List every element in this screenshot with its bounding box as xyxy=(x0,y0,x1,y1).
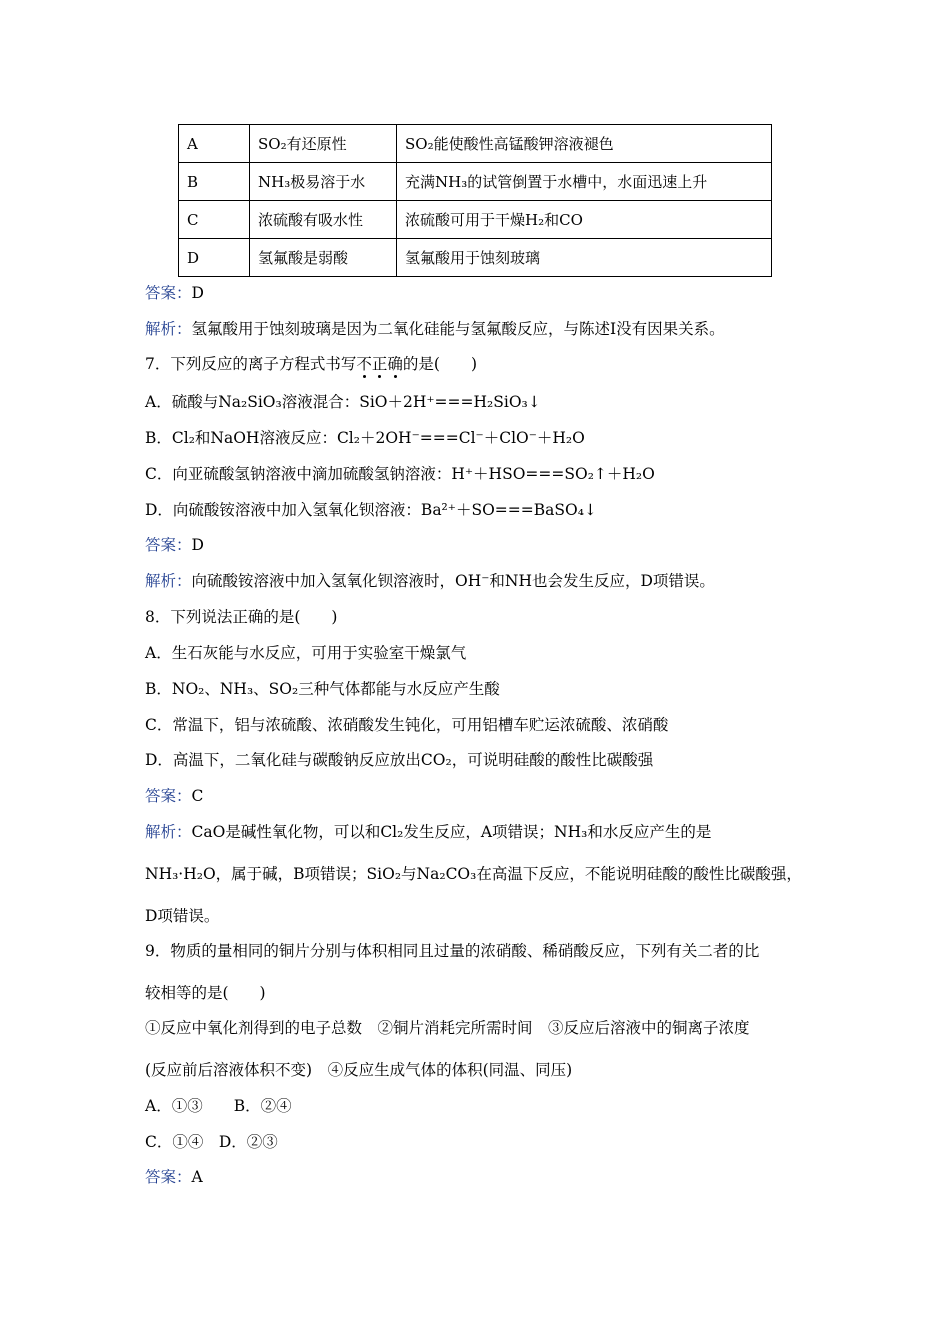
emphasis-char: 不 xyxy=(356,355,372,373)
q9-stem-line-2: 较相等的是( ) xyxy=(145,984,266,1002)
q8-analysis-line-3: D项错误。 xyxy=(145,907,220,925)
q7-analysis xyxy=(145,571,715,591)
q6-answer xyxy=(145,283,204,303)
answer-label: 答案： xyxy=(145,787,192,805)
option-key: A xyxy=(179,125,250,163)
table-row xyxy=(179,125,772,163)
answer-value: D xyxy=(191,284,204,302)
q9-stem-line-1: 9．物质的量相同的铜片分别与体积相同且过量的浓硝酸、稀硝酸反应，下列有关二者的比 xyxy=(145,942,760,960)
option-key: B xyxy=(179,163,250,201)
statement-two: 充满NH₃的试管倒置于水槽中，水面迅速上升 xyxy=(397,163,772,201)
analysis-label: 解析： xyxy=(145,320,192,338)
q7-answer xyxy=(145,535,204,555)
q8-analysis-line-1 xyxy=(145,822,711,842)
option-key: C xyxy=(179,201,250,239)
stem-text: 的是( ) xyxy=(402,355,478,373)
q7-stem xyxy=(145,354,477,374)
statement-one: NH₃极易溶于水 xyxy=(250,163,397,201)
analysis-label: 解析： xyxy=(145,572,192,590)
q8-option-d: D．高温下，二氧化硅与碳酸钠反应放出CO₂，可说明硅酸的酸性比碳酸强 xyxy=(145,751,654,769)
q7-option-a: A．硫酸与Na₂SiO₃溶液混合：SiO＋2H⁺===H₂SiO₃↓ xyxy=(145,393,541,411)
q9-options-line-2: C．①④ D．②③ xyxy=(145,1133,278,1151)
statement-table xyxy=(178,124,772,277)
analysis-text: 氢氟酸用于蚀刻玻璃是因为二氧化硅能与氢氟酸反应，与陈述Ⅰ没有因果关系。 xyxy=(191,320,725,338)
q9-answer xyxy=(145,1167,203,1187)
statement-two: 氢氟酸用于蚀刻玻璃 xyxy=(397,239,772,277)
statement-two: 浓硫酸可用于干燥H₂和CO xyxy=(397,201,772,239)
statement-one: 氢氟酸是弱酸 xyxy=(250,239,397,277)
q9-options-line-1: A．①③ B．②④ xyxy=(145,1097,292,1115)
statement-one: 浓硫酸有吸水性 xyxy=(250,201,397,239)
q8-option-a: A．生石灰能与水反应，可用于实验室干燥氯气 xyxy=(145,644,467,662)
q8-answer xyxy=(145,786,203,806)
analysis-text: 向硫酸铵溶液中加入氢氧化钡溶液时，OH⁻和NH也会发生反应，D项错误。 xyxy=(191,572,715,590)
stem-text: 7．下列反应的离子方程式书写 xyxy=(145,355,357,373)
answer-value: D xyxy=(191,536,204,554)
q7-option-c: C．向亚硫酸氢钠溶液中滴加硫酸氢钠溶液：H⁺＋HSO===SO₂↑＋H₂O xyxy=(145,465,655,483)
statement-one: SO₂有还原性 xyxy=(250,125,397,163)
analysis-label: 解析： xyxy=(145,823,192,841)
emphasis-char: 确 xyxy=(387,355,403,373)
q7-option-d: D．向硫酸铵溶液中加入氢氧化钡溶液：Ba²⁺＋SO===BaSO₄↓ xyxy=(145,501,597,519)
answer-value: C xyxy=(191,787,204,805)
answer-value: A xyxy=(191,1168,203,1186)
q9-items-line-1: ①反应中氧化剂得到的电子总数 ②铜片消耗完所需时间 ③反应后溶液中的铜离子浓度 xyxy=(145,1019,750,1037)
analysis-text: CaO是碱性氧化物，可以和Cl₂发生反应，A项错误；NH₃和水反应产生的是 xyxy=(191,823,712,841)
table-row xyxy=(179,163,772,201)
answer-label: 答案： xyxy=(145,284,192,302)
answer-label: 答案： xyxy=(145,1168,192,1186)
q8-analysis-line-2: NH₃·H₂O，属于碱，B项错误；SiO₂与Na₂CO₃在高温下反应，不能说明硅酸的酸性比碳酸强， xyxy=(145,865,802,883)
answer-label: 答案： xyxy=(145,536,192,554)
q6-analysis xyxy=(145,319,725,339)
table-row xyxy=(179,239,772,277)
emphasis-char: 正 xyxy=(371,355,388,373)
q8-stem: 8．下列说法正确的是( ) xyxy=(145,608,338,626)
option-key: D xyxy=(179,239,250,277)
q7-option-b: B．Cl₂和NaOH溶液反应：Cl₂＋2OH⁻===Cl⁻＋ClO⁻＋H₂O xyxy=(145,429,585,447)
q8-option-c: C．常温下，铝与浓硫酸、浓硝酸发生钝化，可用铝槽车贮运浓硫酸、浓硝酸 xyxy=(145,716,669,734)
statement-two: SO₂能使酸性高锰酸钾溶液褪色 xyxy=(397,125,772,163)
q8-option-b: B．NO₂、NH₃、SO₂三种气体都能与水反应产生酸 xyxy=(145,680,500,698)
table-row xyxy=(179,201,772,239)
q9-items-line-2: (反应前后溶液体积不变) ④反应生成气体的体积(同温、同压) xyxy=(145,1061,573,1079)
